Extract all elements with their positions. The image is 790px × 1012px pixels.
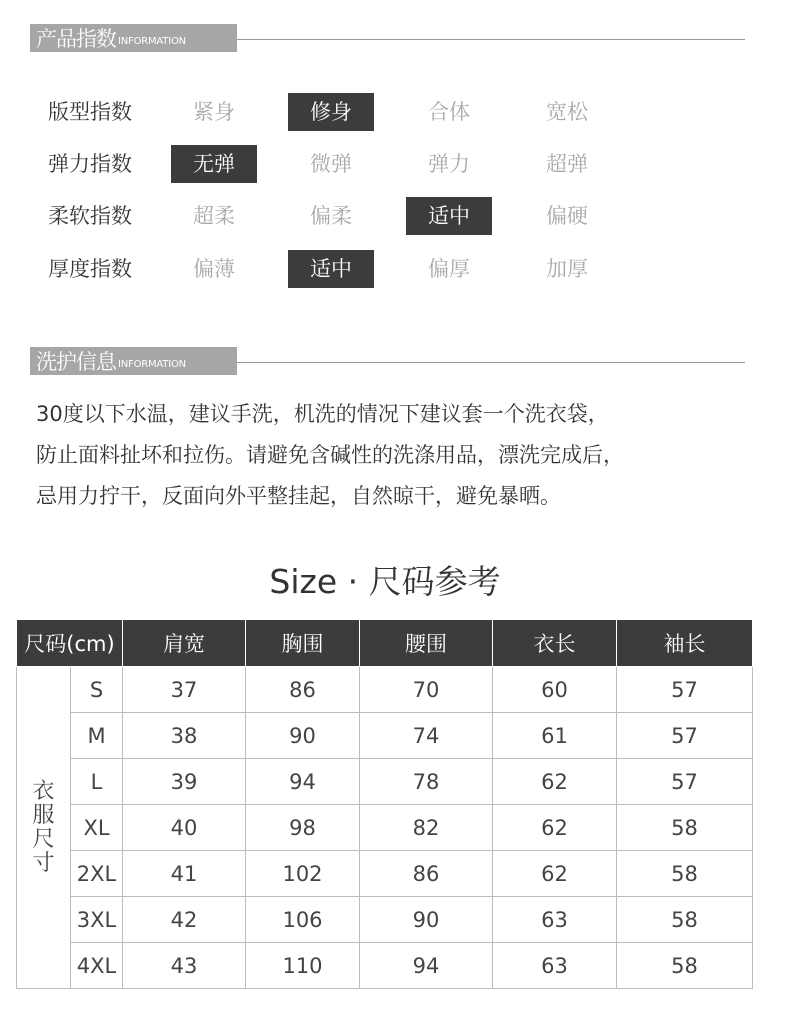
spec-option-selected: 适中: [288, 250, 374, 288]
measurement-cell: 62: [493, 759, 617, 805]
spec-option: 超柔: [193, 204, 235, 228]
measurement-cell: 57: [617, 759, 753, 805]
spec-option-selected: 适中: [406, 197, 492, 235]
spec-option: 合体: [428, 100, 470, 124]
spec-label: 版型指数: [48, 100, 132, 124]
measurement-cell: 43: [123, 943, 246, 989]
size-cell: M: [71, 713, 123, 759]
spec-option-selected: 无弹: [171, 145, 257, 183]
size-table: [16, 619, 753, 989]
spec-row: [0, 250, 790, 288]
spec-option: 偏硬: [546, 204, 588, 228]
measurement-cell: 63: [493, 897, 617, 943]
measurement-cell: 98: [246, 805, 360, 851]
measurement-cell: 37: [123, 667, 246, 713]
spec-label: 柔软指数: [48, 204, 132, 228]
size-cell: 4XL: [71, 943, 123, 989]
measurement-cell: 41: [123, 851, 246, 897]
measurement-cell: 106: [246, 897, 360, 943]
table-row: [17, 943, 753, 989]
column-header: 袖长: [617, 620, 753, 667]
column-header: 衣长: [493, 620, 617, 667]
spec-row: [0, 145, 790, 183]
spec-option: 紧身: [193, 100, 235, 124]
care-line: 忌用力拧干，反面向外平整挂起，自然晾干，避免暴晒。: [36, 484, 561, 508]
product-specs-title-en: INFORMATION: [118, 35, 186, 47]
product-specs-header: [30, 24, 745, 52]
measurement-cell: 40: [123, 805, 246, 851]
measurement-cell: 58: [617, 897, 753, 943]
care-instructions: [36, 394, 756, 517]
size-cell: XL: [71, 805, 123, 851]
table-row: [17, 713, 753, 759]
column-header: 尺码(cm): [17, 620, 123, 667]
measurement-cell: 110: [246, 943, 360, 989]
measurement-cell: 94: [360, 943, 493, 989]
size-cell: L: [71, 759, 123, 805]
measurement-cell: 57: [617, 713, 753, 759]
column-header: 胸围: [246, 620, 360, 667]
measurement-cell: 38: [123, 713, 246, 759]
header-divider: [237, 39, 745, 40]
size-group-label: [17, 667, 71, 989]
measurement-cell: 62: [493, 805, 617, 851]
measurement-cell: 60: [493, 667, 617, 713]
measurement-cell: 86: [246, 667, 360, 713]
table-row: [17, 759, 753, 805]
measurement-cell: 90: [360, 897, 493, 943]
care-line: 防止面料扯坏和拉伤。请避免含碱性的洗涤用品，漂洗完成后，: [36, 443, 624, 467]
measurement-cell: 63: [493, 943, 617, 989]
measurement-cell: 57: [617, 667, 753, 713]
measurement-cell: 58: [617, 943, 753, 989]
table-row: [17, 667, 753, 713]
spec-option: 偏柔: [310, 204, 352, 228]
spec-option: 超弹: [546, 152, 588, 176]
measurement-cell: 94: [246, 759, 360, 805]
measurement-cell: 58: [617, 805, 753, 851]
care-info-header-label: [30, 347, 237, 375]
measurement-cell: 74: [360, 713, 493, 759]
spec-label: 厚度指数: [48, 257, 132, 281]
size-group-text: 衣服尺寸: [32, 778, 55, 876]
table-row: [17, 851, 753, 897]
measurement-cell: 102: [246, 851, 360, 897]
size-table-header-row: [17, 620, 753, 667]
size-cell: 3XL: [71, 897, 123, 943]
spec-label: 弹力指数: [48, 152, 132, 176]
spec-option: 偏薄: [193, 257, 235, 281]
care-info-title: 洗护信息: [36, 350, 116, 374]
measurement-cell: 82: [360, 805, 493, 851]
column-header: 腰围: [360, 620, 493, 667]
size-chart-title: Size · 尺码参考: [269, 562, 501, 601]
measurement-cell: 78: [360, 759, 493, 805]
measurement-cell: 70: [360, 667, 493, 713]
measurement-cell: 86: [360, 851, 493, 897]
table-row: [17, 805, 753, 851]
care-info-header: [30, 347, 745, 375]
care-line: 30度以下水温，建议手洗，机洗的情况下建议套一个洗衣袋，: [36, 402, 609, 426]
measurement-cell: 62: [493, 851, 617, 897]
spec-option: 微弹: [310, 152, 352, 176]
care-info-title-en: INFORMATION: [118, 358, 186, 370]
product-specs-header-label: [30, 24, 237, 52]
measurement-cell: 42: [123, 897, 246, 943]
measurement-cell: 58: [617, 851, 753, 897]
measurement-cell: 61: [493, 713, 617, 759]
spec-option: 弹力: [428, 152, 470, 176]
measurement-cell: 39: [123, 759, 246, 805]
size-cell: 2XL: [71, 851, 123, 897]
product-specs-title: 产品指数: [36, 27, 116, 51]
table-row: [17, 897, 753, 943]
spec-option: 加厚: [546, 257, 588, 281]
size-cell: S: [71, 667, 123, 713]
column-header: 肩宽: [123, 620, 246, 667]
spec-row: [0, 93, 790, 131]
spec-option-selected: 修身: [288, 93, 374, 131]
header-divider: [237, 362, 745, 363]
measurement-cell: 90: [246, 713, 360, 759]
spec-row: [0, 197, 790, 235]
size-table-body: [17, 667, 753, 989]
spec-option: 宽松: [546, 100, 588, 124]
spec-option: 偏厚: [428, 257, 470, 281]
